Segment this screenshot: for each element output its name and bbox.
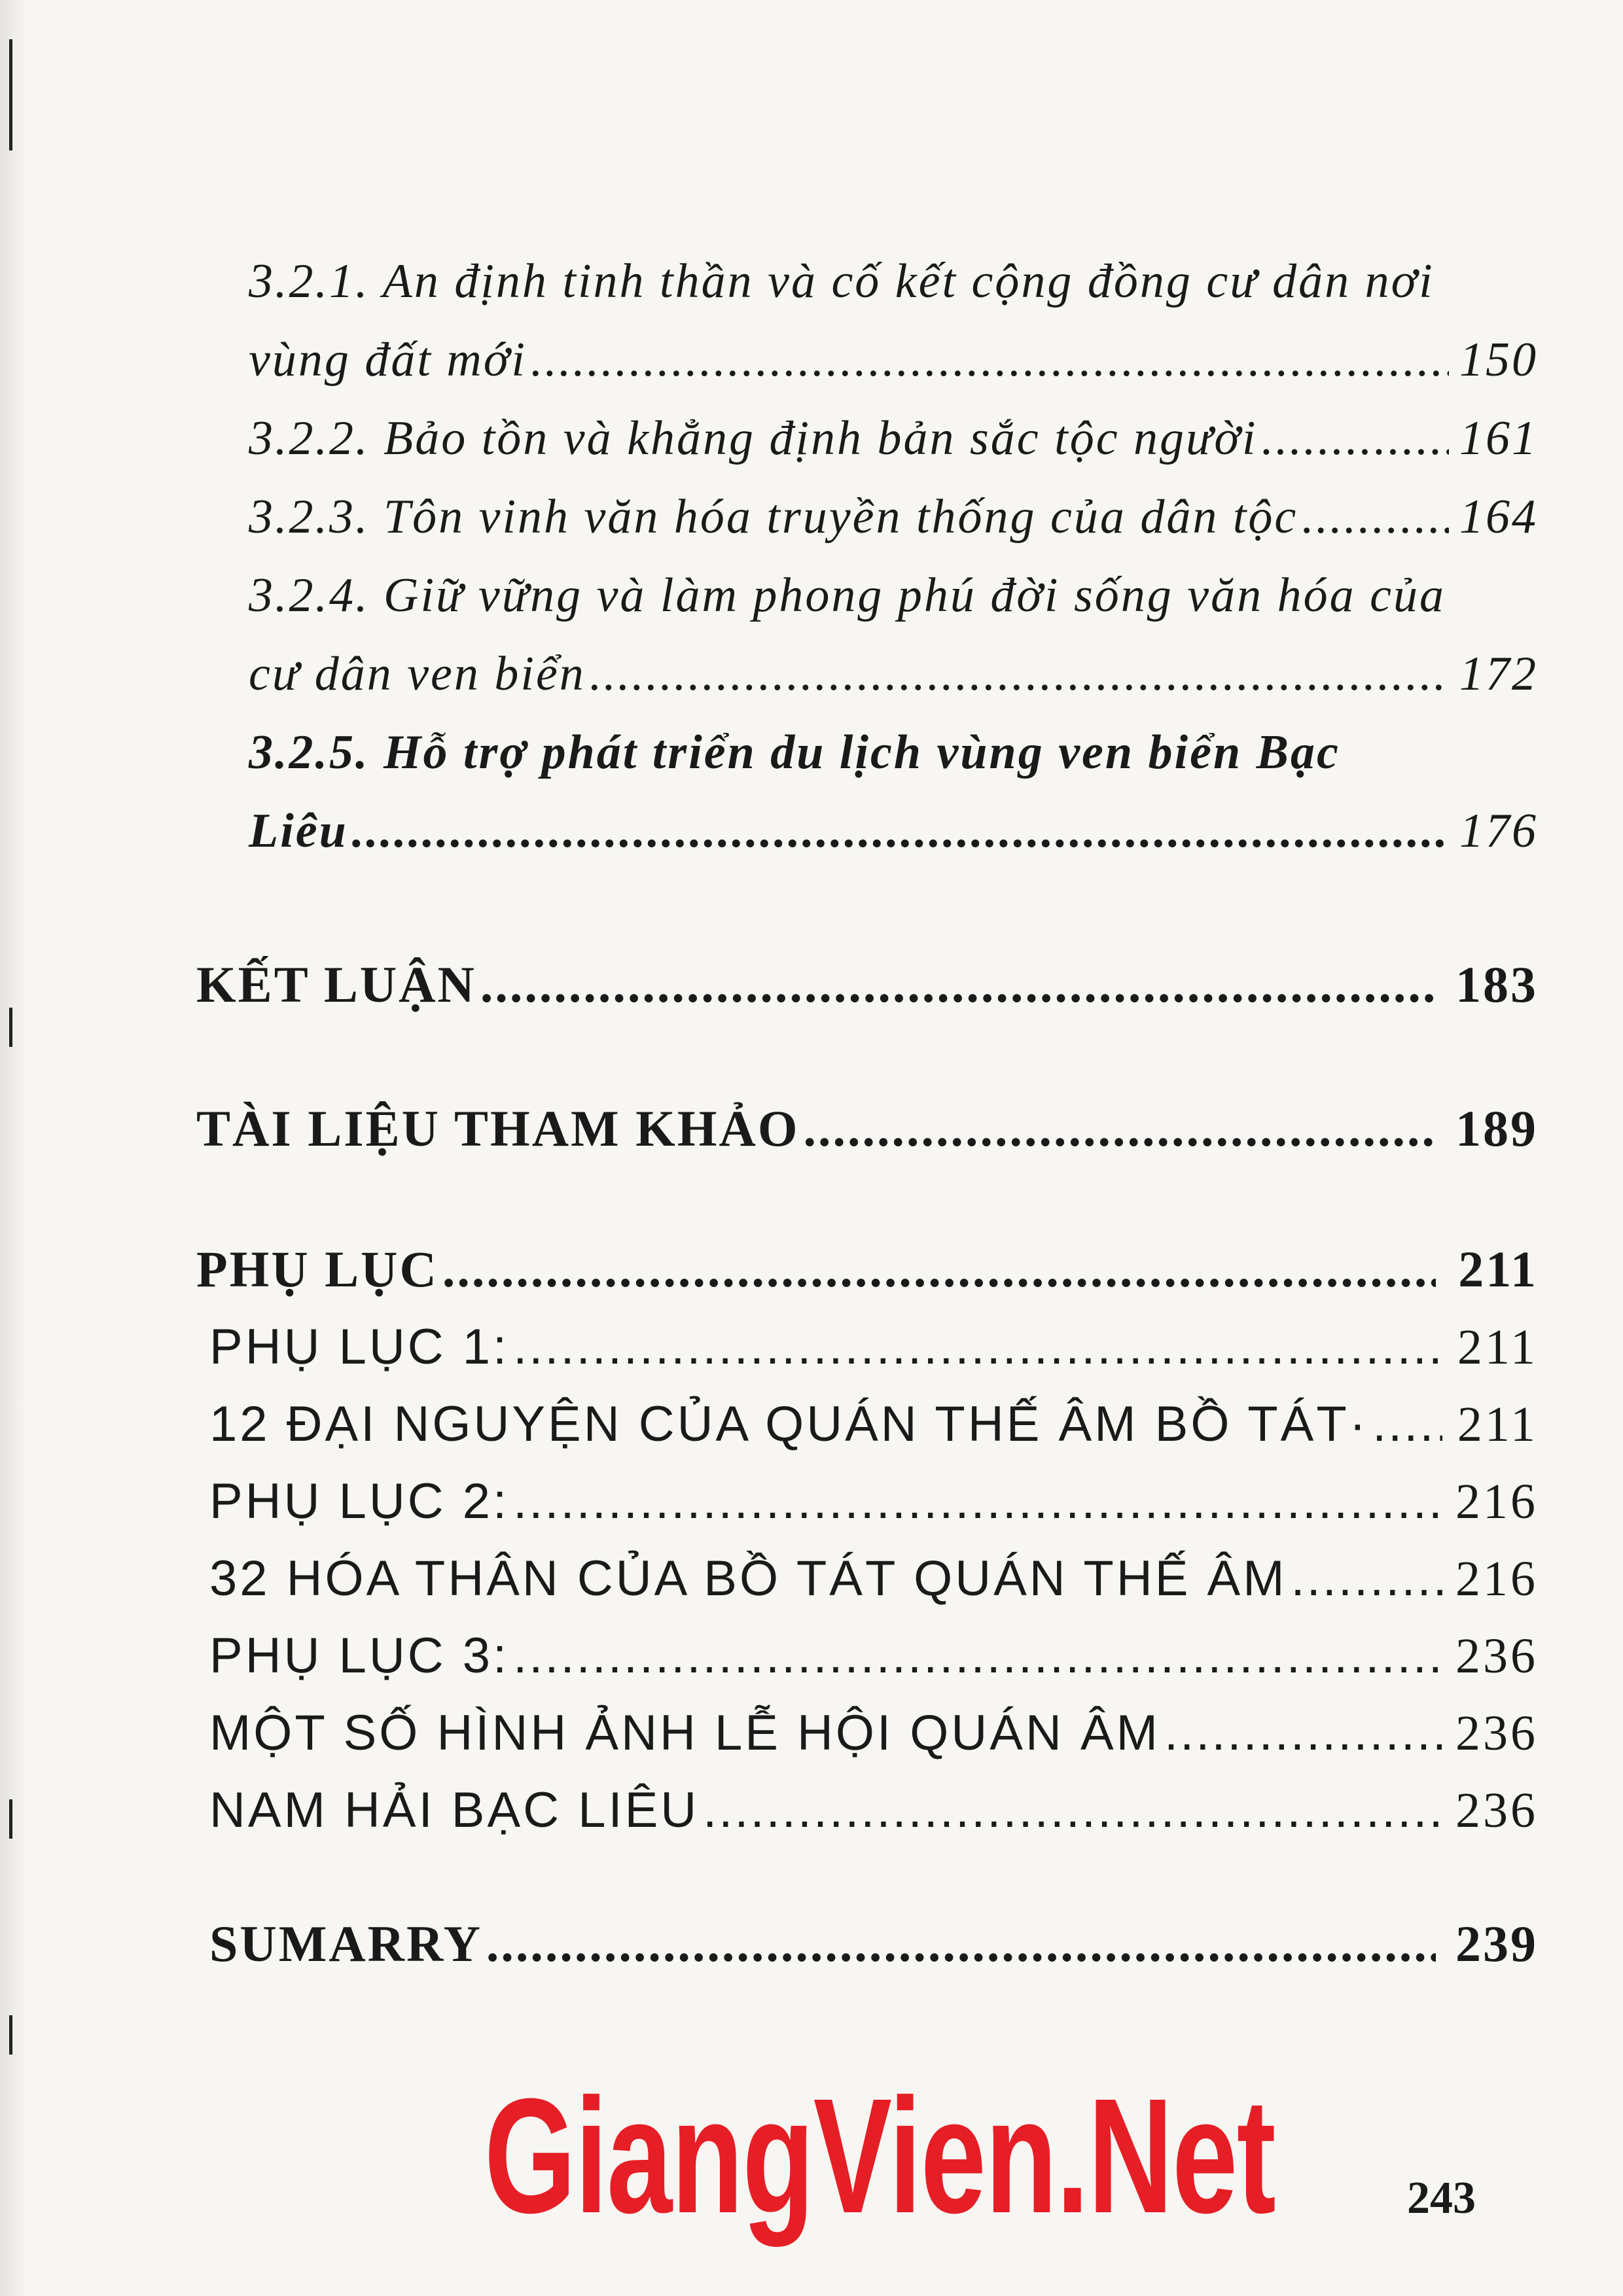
toc-appendix-item[interactable] <box>196 1463 1538 1540</box>
toc-page-number: 239 <box>1455 1915 1538 1972</box>
toc-page-number: 211 <box>1457 1320 1538 1375</box>
toc-page-number: 236 <box>1455 1629 1538 1684</box>
toc-entry-3-2-4[interactable] <box>196 635 1538 713</box>
page-number: 243 <box>1407 2173 1476 2223</box>
toc-entry-3-2-5-line1: 3.2.5. Hỗ trợ phát triển du lịch vùng ven biển Bạc <box>249 726 1340 779</box>
dot-leader <box>513 1617 1442 1694</box>
toc-entry-3-2-1[interactable] <box>196 321 1538 399</box>
toc-entry-title: 3.2.2. Bảo tồn và khẳng định bản sắc tộc người <box>249 412 1258 465</box>
binding-mark <box>9 1008 12 1047</box>
dot-leader <box>442 1230 1436 1309</box>
toc-appendix-item[interactable] <box>196 1386 1538 1463</box>
toc-page-number: 164 <box>1459 490 1538 544</box>
toc-entry-title: KẾT LUẬN <box>196 956 476 1013</box>
toc-entry-3-2-4-line1: 3.2.4. Giữ vững và làm phong phú đời sống văn hóa của <box>249 569 1446 622</box>
toc-appendix-item[interactable] <box>196 1309 1538 1386</box>
toc-entry-title: PHỤ LỤC 1: <box>209 1319 510 1375</box>
dot-leader <box>513 1463 1442 1540</box>
dot-leader <box>486 1905 1436 1983</box>
toc-entry-title: 3.2.3. Tôn vinh văn hóa truyền thống của dân tộc <box>249 490 1298 544</box>
toc-appendix-item[interactable] <box>196 1617 1538 1695</box>
toc-entry-title: cư dân ven biển <box>249 647 586 701</box>
toc-entry-title: TÀI LIỆU THAM KHẢO <box>196 1100 800 1157</box>
binding-mark <box>9 1799 12 1839</box>
toc-appendix-item[interactable] <box>196 1540 1538 1617</box>
toc-entry-tai-lieu-tham-khao[interactable] <box>196 1089 1538 1168</box>
dot-leader <box>703 1772 1442 1848</box>
toc-entry-summary[interactable] <box>196 1905 1538 1983</box>
toc-entry-title: SUMARRY <box>209 1915 482 1972</box>
binding-mark <box>9 39 12 150</box>
toc-appendix-item[interactable] <box>196 1695 1538 1772</box>
toc-entry-title: Liêu <box>249 804 348 858</box>
toc-page-number: 211 <box>1458 1241 1538 1298</box>
dot-leader <box>480 945 1436 1024</box>
toc-entry-title: MỘT SỐ HÌNH ẢNH LỄ HỘI QUÁN ÂM <box>209 1705 1160 1761</box>
toc-entry-3-2-5[interactable] <box>196 792 1538 870</box>
dot-leader <box>1164 1695 1442 1771</box>
toc-page-number: 189 <box>1455 1100 1538 1157</box>
toc-page-number: 216 <box>1455 1551 1538 1606</box>
binding-mark <box>9 2015 12 2055</box>
toc-entry-phu-luc[interactable] <box>196 1230 1538 1309</box>
dot-leader <box>590 635 1449 713</box>
toc-entry-title: PHỤ LỤC <box>196 1241 438 1298</box>
toc-page-number: 211 <box>1457 1397 1538 1452</box>
dot-leader <box>1291 1540 1442 1617</box>
dot-leader <box>352 792 1449 870</box>
toc-appendix-item[interactable] <box>196 1772 1538 1849</box>
toc-entry-title: NAM HẢI BẠC LIÊU <box>209 1782 700 1838</box>
dot-leader <box>531 321 1449 399</box>
dot-leader <box>804 1089 1436 1168</box>
toc-page-number: 216 <box>1455 1474 1538 1529</box>
toc-entry-ket-luan[interactable] <box>196 945 1538 1024</box>
table-of-contents <box>196 242 1538 1983</box>
toc-page-number: 176 <box>1459 804 1538 858</box>
watermark-logo: GiangVien.Net <box>484 2064 1275 2247</box>
toc-entry-title: vùng đất mới <box>249 333 527 387</box>
toc-page-number: 183 <box>1455 956 1538 1013</box>
toc-entry-title: 12 ĐẠI NGUYỆN CỦA QUÁN THẾ ÂM BỒ TÁT· <box>209 1396 1369 1452</box>
dot-leader <box>1261 399 1449 478</box>
toc-page-number: 172 <box>1459 647 1538 701</box>
toc-page-number: 236 <box>1455 1706 1538 1761</box>
toc-page-number: 150 <box>1459 333 1538 387</box>
toc-entry-3-2-2[interactable] <box>196 399 1538 478</box>
dot-leader <box>1372 1386 1442 1462</box>
toc-entry-3-2-3[interactable] <box>196 478 1538 556</box>
dot-leader <box>1302 478 1449 556</box>
dot-leader <box>513 1309 1442 1385</box>
toc-page-number: 161 <box>1459 412 1538 465</box>
toc-page-number: 236 <box>1455 1783 1538 1838</box>
page-edge <box>0 0 26 2296</box>
toc-entry-title: PHỤ LỤC 2: <box>209 1474 510 1529</box>
toc-entry-title: PHỤ LỤC 3: <box>209 1628 510 1684</box>
toc-entry-title: 32 HÓA THÂN CỦA BỒ TÁT QUÁN THẾ ÂM <box>209 1551 1287 1606</box>
toc-entry-3-2-1-line1: 3.2.1. An định tinh thần và cố kết cộng đồng cư dân nơi <box>249 255 1435 308</box>
